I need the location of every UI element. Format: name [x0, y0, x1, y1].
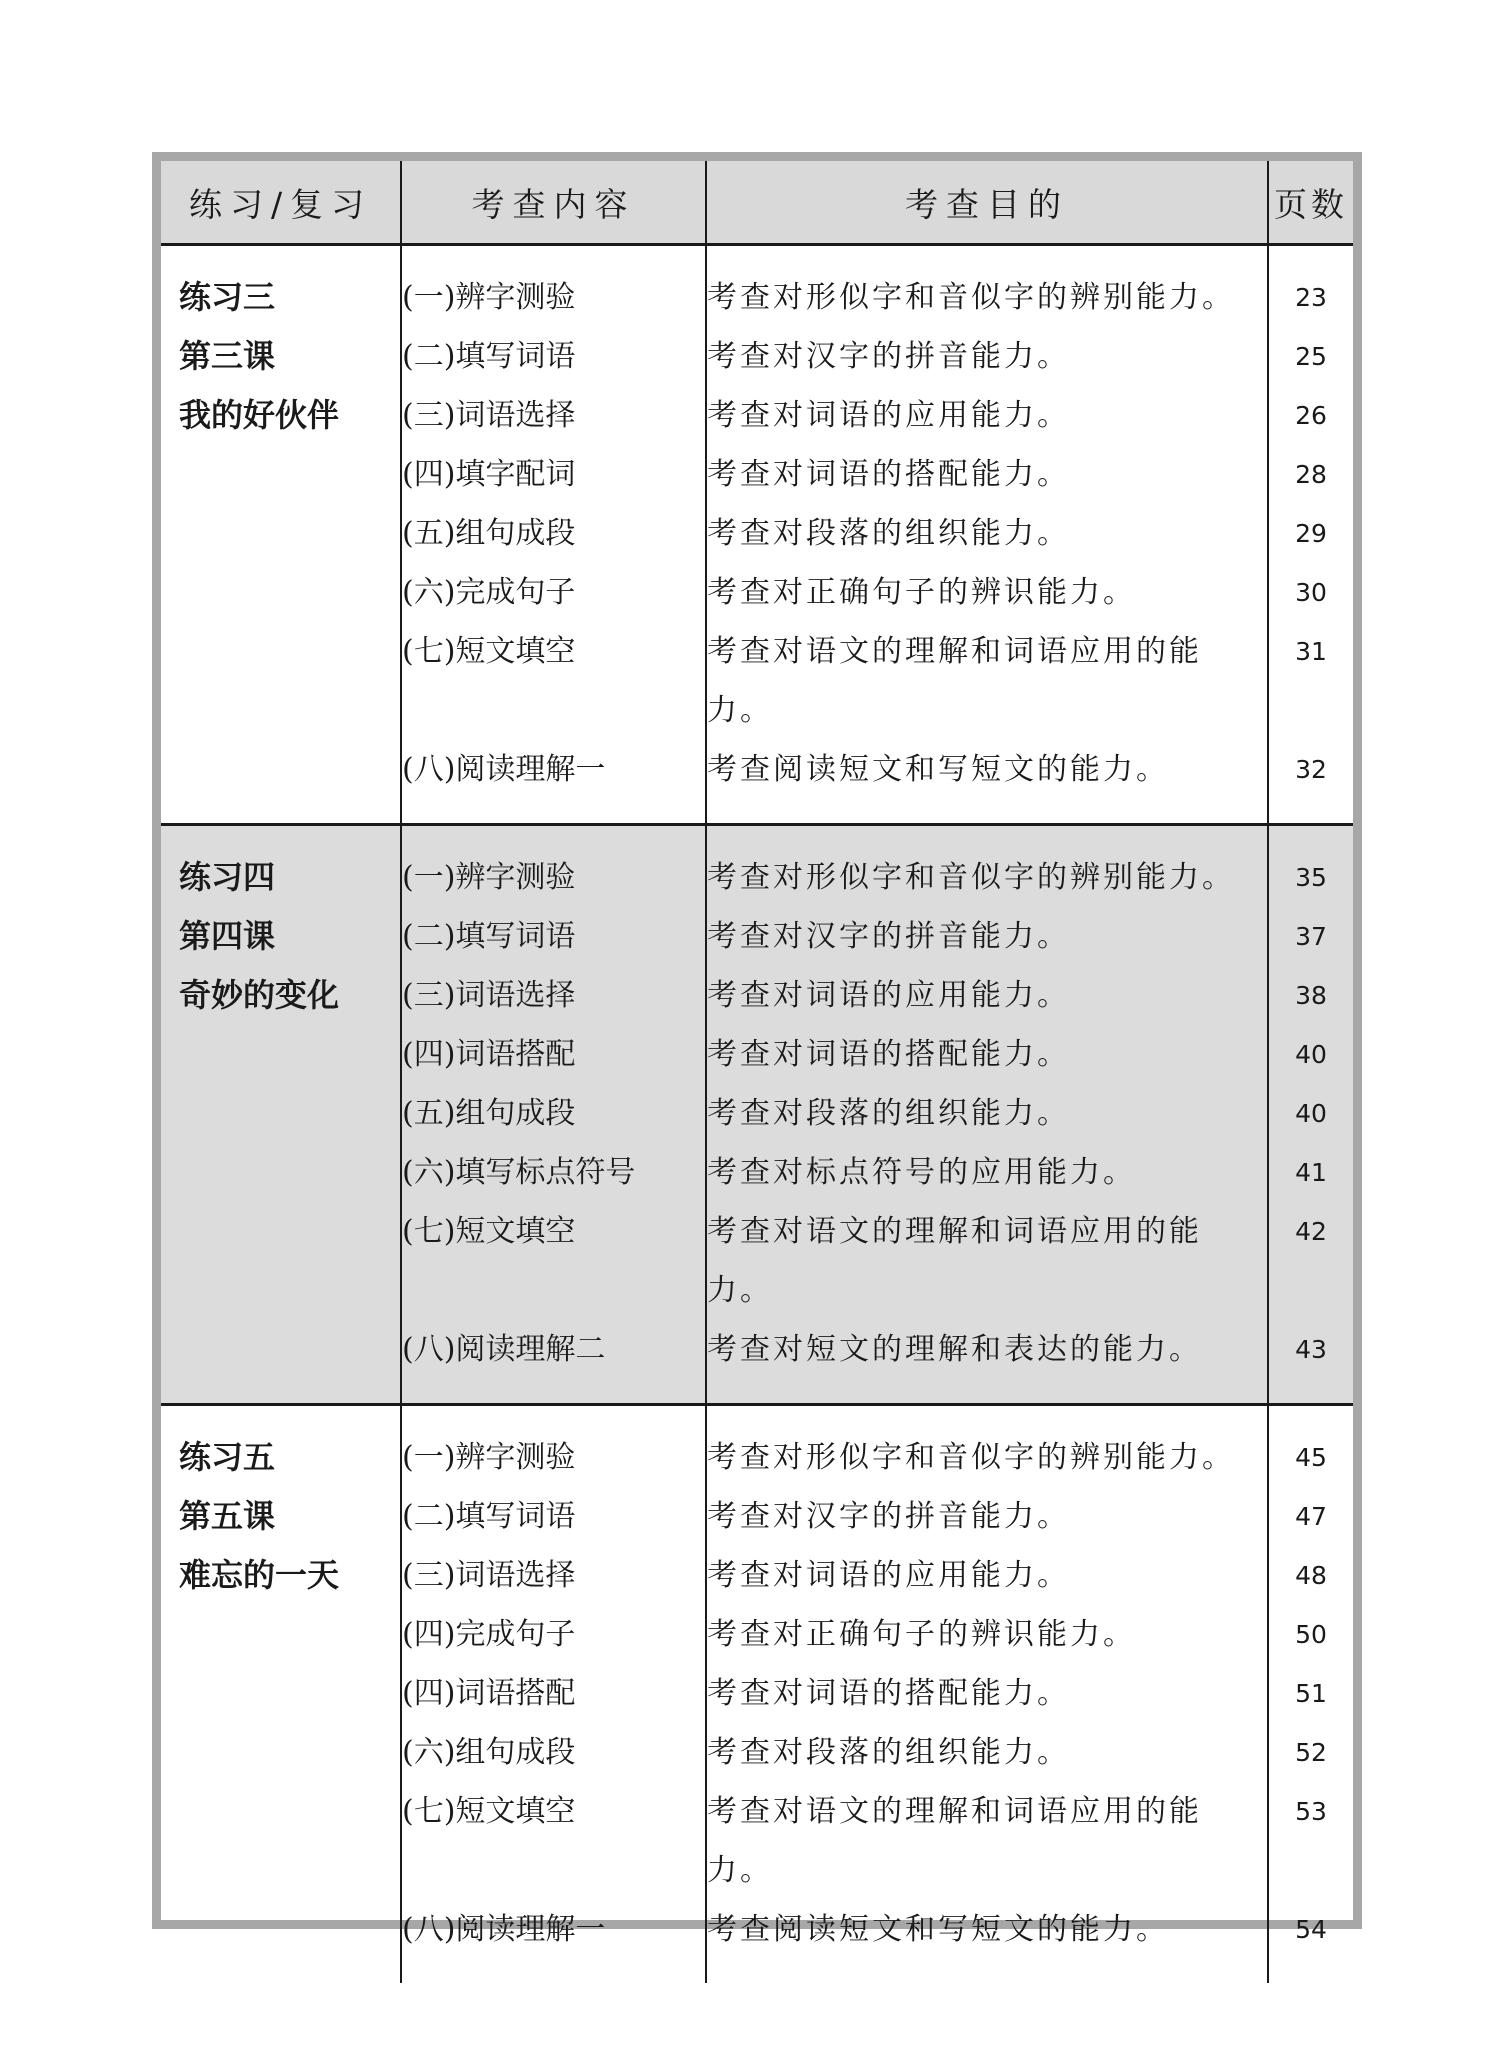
purpose-cell — [706, 825, 1268, 1405]
purpose-item: 考查对词语的应用能力。 — [707, 978, 1070, 1013]
page-number: 54 — [1295, 1915, 1327, 1944]
page-number: 45 — [1295, 1443, 1327, 1472]
purpose-cell — [706, 1405, 1268, 1984]
content-cell — [401, 245, 706, 825]
content-item: (五)组句成段 — [402, 516, 576, 551]
content-item: (六)完成句子 — [402, 575, 576, 610]
page-cell — [1268, 825, 1353, 1405]
page-number: 40 — [1295, 1040, 1327, 1069]
page-number: 28 — [1295, 460, 1327, 489]
page-number: 35 — [1295, 863, 1327, 892]
content-item: (六)填写标点符号 — [402, 1155, 636, 1190]
purpose-item: 考查阅读短文和写短文的能力。 — [707, 1912, 1169, 1947]
content-item: (四)填字配词 — [402, 457, 576, 492]
page-number: 41 — [1295, 1158, 1327, 1187]
content-item: (八)阅读理解二 — [402, 1332, 606, 1367]
section-title-cell — [161, 245, 401, 825]
purpose-cell — [706, 245, 1268, 825]
purpose-item: 考查阅读短文和写短文的能力。 — [707, 752, 1169, 787]
content-item: (七)短文填空 — [402, 1214, 576, 1249]
purpose-item: 考查对词语的搭配能力。 — [707, 1037, 1070, 1072]
page-number: 40 — [1295, 1099, 1327, 1128]
page-number: 31 — [1295, 637, 1327, 666]
lesson-title: 奇妙的变化 — [179, 976, 340, 1014]
page-number: 37 — [1295, 922, 1327, 951]
lesson-label: 第五课 — [179, 1497, 276, 1535]
section-title-cell — [161, 1405, 401, 1984]
purpose-item: 考查对汉字的拼音能力。 — [707, 1499, 1070, 1534]
page-number: 47 — [1295, 1502, 1327, 1531]
table-frame — [152, 152, 1362, 1947]
purpose-item: 考查对标点符号的应用能力。 — [707, 1155, 1136, 1190]
purpose-item: 考查对词语的应用能力。 — [707, 398, 1070, 433]
purpose-item: 考查对形似字和音似字的辨别能力。 — [707, 1440, 1235, 1475]
purpose-item: 考查对词语的搭配能力。 — [707, 1676, 1070, 1711]
content-item: (八)阅读理解一 — [402, 1912, 606, 1947]
content-item: (四)完成句子 — [402, 1617, 576, 1652]
content-cell — [401, 825, 706, 1405]
section-exercise-5 — [161, 1405, 1353, 1984]
content-item: (一)辨字测验 — [402, 1440, 576, 1475]
content-item: (三)词语选择 — [402, 978, 576, 1013]
page-number: 51 — [1295, 1679, 1327, 1708]
purpose-item: 考查对语文的理解和词语应用的能力。 — [707, 1214, 1202, 1308]
content-item: (二)填写词语 — [402, 1499, 576, 1534]
content-item: (八)阅读理解一 — [402, 752, 606, 787]
content-item: (一)辨字测验 — [402, 280, 576, 315]
purpose-item: 考查对短文的理解和表达的能力。 — [707, 1332, 1202, 1367]
section-title-cell — [161, 825, 401, 1405]
purpose-item: 考查对语文的理解和词语应用的能力。 — [707, 1794, 1202, 1888]
header-purpose: 考查目的 — [706, 161, 1268, 245]
page-number: 23 — [1295, 283, 1327, 312]
exercise-label: 练习四 — [179, 858, 276, 896]
content-item: (二)填写词语 — [402, 339, 576, 374]
page-number: 29 — [1295, 519, 1327, 548]
lesson-title: 我的好伙伴 — [179, 396, 340, 434]
purpose-item: 考查对段落的组织能力。 — [707, 1735, 1070, 1770]
content-item: (五)组句成段 — [402, 1096, 576, 1131]
page-number: 53 — [1295, 1797, 1327, 1826]
content-item: (三)词语选择 — [402, 1558, 576, 1593]
page-number: 48 — [1295, 1561, 1327, 1590]
header-page: 页数 — [1268, 161, 1353, 245]
content-item: (四)词语搭配 — [402, 1037, 576, 1072]
content-item: (六)组句成段 — [402, 1735, 576, 1770]
page-number: 50 — [1295, 1620, 1327, 1649]
page-number: 52 — [1295, 1738, 1327, 1767]
lesson-label: 第三课 — [179, 337, 276, 375]
section-exercise-4 — [161, 825, 1353, 1405]
purpose-item: 考查对汉字的拼音能力。 — [707, 919, 1070, 954]
page-number: 25 — [1295, 342, 1327, 371]
page-number: 38 — [1295, 981, 1327, 1010]
purpose-item: 考查对词语的搭配能力。 — [707, 457, 1070, 492]
exercise-label: 练习三 — [179, 278, 276, 316]
page-number: 30 — [1295, 578, 1327, 607]
purpose-item: 考查对汉字的拼音能力。 — [707, 339, 1070, 374]
purpose-item: 考查对形似字和音似字的辨别能力。 — [707, 860, 1235, 895]
exercise-label: 练习五 — [179, 1438, 276, 1476]
page-number: 26 — [1295, 401, 1327, 430]
page-number: 43 — [1295, 1335, 1327, 1364]
section-exercise-3 — [161, 245, 1353, 825]
exercise-table — [161, 161, 1353, 1983]
content-item: (四)词语搭配 — [402, 1676, 576, 1711]
purpose-item: 考查对语文的理解和词语应用的能力。 — [707, 634, 1202, 728]
page-cell — [1268, 1405, 1353, 1984]
page-number: 32 — [1295, 755, 1327, 784]
header-row — [161, 161, 1353, 245]
content-item: (七)短文填空 — [402, 634, 576, 669]
content-item: (七)短文填空 — [402, 1794, 576, 1829]
content-cell — [401, 1405, 706, 1984]
header-content: 考查内容 — [401, 161, 706, 245]
page-cell — [1268, 245, 1353, 825]
purpose-item: 考查对段落的组织能力。 — [707, 1096, 1070, 1131]
lesson-label: 第四课 — [179, 917, 276, 955]
content-item: (一)辨字测验 — [402, 860, 576, 895]
purpose-item: 考查对正确句子的辨识能力。 — [707, 575, 1136, 610]
purpose-item: 考查对段落的组织能力。 — [707, 516, 1070, 551]
content-item: (三)词语选择 — [402, 398, 576, 433]
content-item: (二)填写词语 — [402, 919, 576, 954]
header-exercise: 练习/复习 — [161, 161, 401, 245]
page-number: 42 — [1295, 1217, 1327, 1246]
purpose-item: 考查对词语的应用能力。 — [707, 1558, 1070, 1593]
purpose-item: 考查对形似字和音似字的辨别能力。 — [707, 280, 1235, 315]
lesson-title: 难忘的一天 — [179, 1556, 340, 1594]
purpose-item: 考查对正确句子的辨识能力。 — [707, 1617, 1136, 1652]
